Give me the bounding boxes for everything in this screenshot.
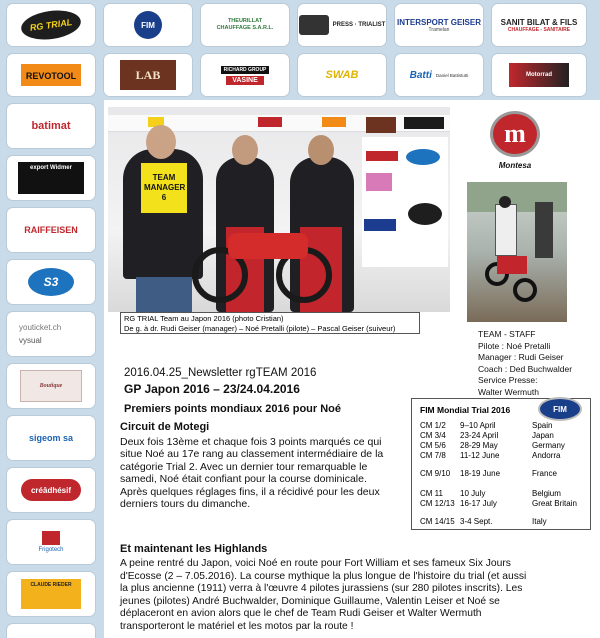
sponsor-intersport[interactable]: INTERSPORT GEISER Tramelan [395, 4, 483, 46]
section-body [120, 436, 410, 510]
place: Japan [532, 431, 554, 440]
date: 28-29 May [460, 441, 498, 450]
fim-logo-icon: FIM [538, 397, 582, 421]
staff-line: Service Presse: [478, 375, 538, 385]
banner-logo [366, 151, 398, 161]
article-subheading: Premiers points mondiaux 2016 pour Noé [124, 403, 342, 415]
body-line: jeunes (pilotes) André Buchwalder, Dominique Guillaume, Valentin Leiser et Noé se [120, 595, 500, 607]
sponsor-raiffeisen[interactable]: RAIFFEISEN [7, 208, 95, 252]
rider-figure [495, 204, 517, 256]
banner-logo [366, 117, 396, 133]
calendar-row [412, 441, 590, 451]
place: Italy [532, 517, 547, 526]
date: 11-12 June [460, 451, 500, 460]
calendar-row [412, 499, 590, 509]
rg-trial-logo: RG TRIAL [19, 7, 82, 43]
round: CM 12/13 [420, 499, 455, 508]
body-line: Après quelques réglages fins, il a récidivé pour les deux [120, 485, 380, 498]
date: 9–10 April [460, 421, 496, 430]
calendar-row [412, 451, 590, 461]
sponsor-batimat[interactable]: batimat [7, 104, 95, 148]
section-title: Et maintenant les Highlands [120, 543, 268, 555]
sponsor-youticket[interactable]: youticket.ch vysual [7, 312, 95, 356]
camera-icon [299, 15, 329, 35]
person-head [146, 125, 176, 159]
rider-action-photo [467, 182, 567, 322]
montesa-logo [487, 111, 543, 173]
creadhesif-logo: créâdhésif [21, 479, 81, 501]
sponsor-sigeom[interactable]: sigeom sa [7, 416, 95, 460]
sponsor-frigotech[interactable]: Frigotech [7, 520, 95, 564]
rider-helmet [499, 196, 511, 208]
sponsor-theurillat[interactable]: THEURILLAT CHAUFFAGE S.A.R.L. [201, 4, 289, 46]
staff-line: Pilote : Noé Pretalli [478, 340, 551, 351]
round: CM 14/15 [420, 517, 455, 526]
staff-line: Walter Wermuth [478, 386, 539, 397]
fim-calendar-table [411, 398, 591, 530]
photo-caption [120, 312, 420, 334]
article-heading: GP Japon 2016 – 23/24.04.2016 [124, 382, 300, 396]
calendar-row [412, 431, 590, 441]
lab-logo: LAB [120, 60, 176, 90]
s3-logo: S3 [28, 268, 74, 296]
person-jeans [136, 277, 192, 312]
banner-logo [408, 203, 442, 225]
bike-wheel [513, 278, 537, 302]
body-line: derniers tours du dimanche. [120, 498, 251, 511]
caption-line: De g. à dr. Rudi Geiser (manager) – Noé Pretalli (pilote) – Pascal Geiser (suiveur) [124, 324, 396, 333]
sponsor-claude-rieder[interactable] [7, 572, 95, 616]
body-line: catégorie Trial 2. Avec un dernier tour remarquable le [120, 460, 368, 473]
place: Germany [532, 441, 565, 450]
sponsor-export-widmer[interactable] [7, 156, 95, 200]
banner-logo [322, 117, 346, 127]
calendar-row [412, 489, 590, 499]
date: 23-24 April [460, 431, 499, 440]
caption-line: RG TRIAL Team au Japon 2016 (photo Cristian) [124, 314, 284, 323]
place: Andorra [532, 451, 561, 460]
date: 10 July [460, 489, 486, 498]
sponsor-fim[interactable] [104, 4, 192, 46]
sponsor-swab[interactable]: SWAB [298, 54, 386, 96]
montesa-m-icon: m [490, 111, 540, 157]
staff-line: Manager : Rudi Geiser [478, 352, 564, 362]
body-line: transporteront le matériel et les motos par la route ! [120, 620, 354, 632]
calendar-row [412, 469, 590, 479]
body-line: la plus ancienne (1911) verra à l'œuvre 4 pilotes jurassiens (sur 280 pilotes inscrits). Les [120, 583, 523, 595]
date: 18-19 June [460, 469, 501, 478]
team-staff [478, 329, 572, 398]
body-line: déplaceront en avion alors que le chef de Team Rudi Geiser et Walter Wermuth [120, 608, 482, 620]
sponsor-richard-vasine[interactable]: RICHARD GROUP VASINE [201, 54, 289, 96]
revotool-logo: REVOTOOL [21, 64, 81, 86]
body-line: Deux fois 13ème et chaque fois 3 points marqués ce qui [120, 436, 382, 448]
body-line: samedi, Noé était confiant pour la course dominicale. [120, 473, 367, 486]
fim-globe-icon: FIM [134, 11, 162, 39]
sponsor-boutique[interactable] [7, 364, 95, 408]
banner-logo [366, 173, 392, 191]
round: CM 7/8 [420, 451, 446, 460]
bike-body [497, 256, 527, 274]
round: CM 5/6 [420, 441, 446, 450]
round: CM 3/4 [420, 431, 446, 440]
motorrad-logo: Motorrad [509, 63, 569, 87]
team-manager-bib: TEAM MANAGER 6 [141, 163, 187, 213]
sponsor-motorrad[interactable] [492, 54, 586, 96]
banner-logo [258, 117, 282, 127]
section-body [120, 558, 596, 634]
body-line: situe Noé au 17e rang au classement intermédiaire de la [120, 448, 384, 461]
bike-frame [228, 233, 308, 259]
sponsor-creadhesif[interactable] [7, 468, 95, 512]
newsletter-label: 2016.04.25_Newsletter rgTEAM 2016 [124, 367, 317, 379]
staff-title: TEAM - STAFF [478, 329, 536, 339]
montesa-wordmark: Montesa [498, 161, 532, 170]
fim-calendar-title: FIM Mondial Trial 2016 [420, 405, 511, 415]
calendar-row [412, 517, 590, 527]
sponsor-batti[interactable]: Batti Daniel Battistutti [395, 54, 483, 96]
staff-line: Coach : Ded Buchwalder [478, 363, 573, 374]
boutique-logo: Boutique [20, 370, 82, 402]
place: France [532, 469, 557, 478]
person-head [308, 135, 334, 165]
sponsor-press-trialist[interactable]: PRESS · TRIALIST [298, 4, 386, 46]
person-head [232, 135, 258, 165]
sponsor-revotool[interactable] [7, 54, 95, 96]
banner-logo [406, 149, 440, 165]
section-title: Circuit de Motegi [120, 421, 210, 433]
sponsor-cutoff[interactable] [7, 624, 95, 638]
team-photo [108, 107, 450, 312]
sponsor-lab[interactable] [104, 54, 192, 96]
date: 16-17 July [460, 499, 497, 508]
banner-logo [404, 117, 444, 129]
sponsor-rg-trial[interactable] [7, 4, 95, 46]
date: 3-4 Sept. [460, 517, 493, 526]
calendar-row [412, 421, 590, 431]
round: CM 11 [420, 489, 443, 498]
banner-logo [364, 219, 396, 231]
rieder-logo: CLAUDE RIEDER [21, 579, 81, 609]
body-line: A peine rentré du Japon, voici Noé en route pour Fort William et ses fameux Six Jours [120, 558, 511, 569]
round: CM 1/2 [420, 421, 446, 430]
round: CM 9/10 [420, 469, 451, 478]
sponsor-sanit-bilat[interactable]: SANIT BILAT & FILS CHAUFFAGE - SANITAIRE [492, 4, 586, 46]
place: Great Britain [532, 499, 577, 508]
widmer-logo: export Widmer [18, 162, 84, 194]
place: Spain [532, 421, 553, 430]
swiss-flag-icon [42, 531, 60, 545]
spectator [535, 202, 553, 258]
body-line: d'Ecosse (2 – 7.05.2016). La course mythique la plus longue de l'histoire du trial (et aussi [120, 570, 527, 582]
place: Belgium [532, 489, 561, 498]
sponsor-s3[interactable] [7, 260, 95, 304]
